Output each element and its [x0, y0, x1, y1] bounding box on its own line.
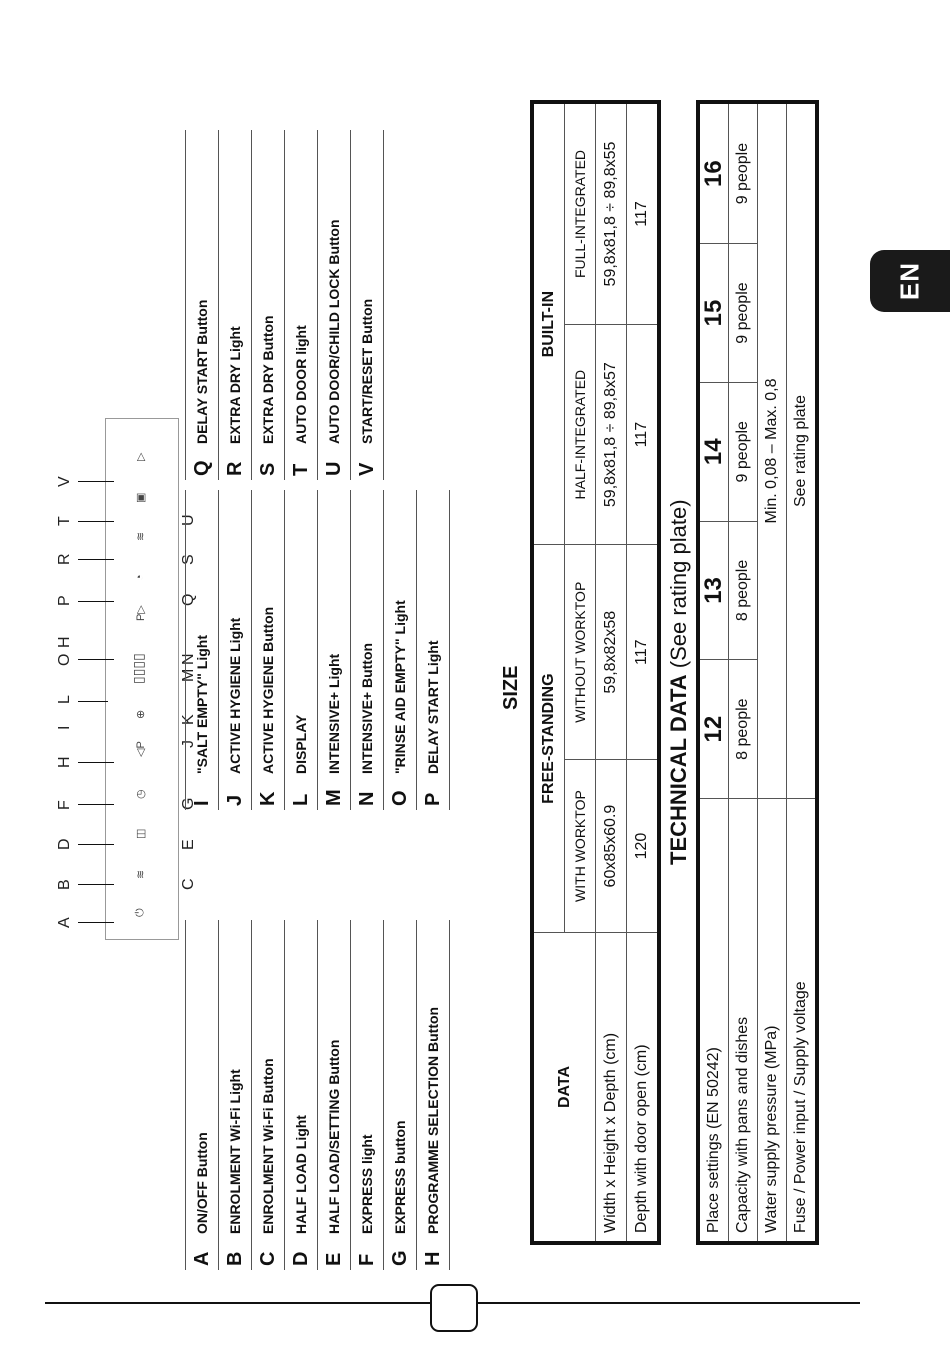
door-lock-icon: ▣: [135, 492, 147, 503]
table-row: Place settings (EN 50242) 12 13 14 15 16: [698, 102, 729, 1243]
legend-item: A ON/OFF Button: [185, 920, 218, 1270]
sub-full-integrated: FULL-INTEGRATED: [565, 102, 596, 324]
label-U: U: [180, 514, 197, 526]
start-icon: ▷: [135, 452, 147, 461]
label-J: J: [180, 740, 197, 748]
legend-item: U AUTO DOOR/CHILD LOCK Button: [317, 130, 350, 480]
legend-mid-column: [185, 490, 450, 810]
display-icon: ▯▯▯▯: [130, 653, 146, 684]
legend-item: N INTENSIVE+ Button: [350, 490, 383, 810]
extra-dry-icon: ≋: [135, 531, 147, 541]
lead-V: [78, 481, 114, 482]
express-icon: ◷: [135, 789, 147, 799]
table-row: Width x Height x Depth (cm) 60x85x60.9 59,8x82x58 59,8x81,8 ÷ 89,8x57 59,8x81,8 ÷ 89,8x55: [596, 102, 627, 1243]
footer-rule-left: [45, 1302, 430, 1304]
lead-H: [78, 762, 114, 763]
lead-O: [78, 659, 114, 660]
lead-A: [78, 922, 114, 923]
label-M: M: [180, 668, 197, 682]
built-in-header: BUILT-IN: [532, 102, 565, 545]
label-G: G: [180, 797, 197, 810]
control-panel: [105, 418, 179, 940]
label-F: F: [56, 800, 73, 810]
half-load-icon: ◫: [135, 828, 147, 839]
lead-B: [78, 884, 114, 885]
hygiene-icon: ⊕: [135, 709, 147, 719]
sub-half-integrated: HALF-INTEGRATED: [565, 324, 596, 544]
legend-item: M INTENSIVE+ Light: [317, 490, 350, 810]
lead-L: [78, 701, 108, 702]
label-R: R: [56, 553, 73, 565]
label-I: I: [56, 725, 73, 730]
table-row: Depth with door open (cm) 120 117 117 117: [627, 102, 660, 1243]
label-E: E: [180, 839, 197, 850]
delay-icon: P▷: [135, 605, 147, 621]
legend-item: I "SALT EMPTY" Light: [185, 490, 218, 810]
label-P: P: [56, 595, 73, 606]
data-header: DATA: [532, 933, 596, 1244]
label-O: O: [56, 653, 73, 666]
page-number-box: [430, 1284, 478, 1332]
lead-F: [78, 804, 114, 805]
size-title: SIZE: [500, 665, 522, 710]
label-D: D: [56, 838, 73, 850]
legend-item: P DELAY START Light: [416, 490, 450, 810]
label-V: V: [56, 476, 73, 487]
lead-R: [78, 559, 114, 560]
legend-item: F EXPRESS light: [350, 920, 383, 1270]
language-tab: EN: [870, 250, 950, 312]
table-row: Water supply pressure (MPa) Min. 0,08 – Max. 0,8: [758, 102, 787, 1243]
rotated-content: [30, 20, 809, 1270]
legend-item: J ACTIVE HYGIENE Light: [218, 490, 251, 810]
label-A: A: [56, 917, 73, 928]
label-H2: H: [56, 636, 73, 648]
power-icon: ⏻: [134, 908, 146, 917]
legend-item: B ENROLMENT Wi-Fi Light: [218, 920, 251, 1270]
free-standing-header: FREE-STANDING: [532, 545, 565, 933]
footer-rule-right: [474, 1302, 860, 1304]
lead-D: [78, 844, 114, 845]
legend-item: G EXPRESS button: [383, 920, 416, 1270]
legend-item: E HALF LOAD/SETTING Button: [317, 920, 350, 1270]
legend-item: L DISPLAY: [284, 490, 317, 810]
sub-with-worktop: WITH WORKTOP: [565, 760, 596, 933]
legend-left-column: [185, 920, 450, 1270]
label-Q: Q: [180, 593, 197, 606]
label-N: N: [180, 653, 197, 665]
sub-without-worktop: WITHOUT WORKTOP: [565, 545, 596, 760]
lead-P: [78, 601, 114, 602]
legend-item: R EXTRA DRY Light: [218, 130, 251, 480]
legend-item: T AUTO DOOR light: [284, 130, 317, 480]
clock-icon: ◔: [134, 574, 146, 581]
label-L: L: [56, 695, 73, 704]
label-T: T: [56, 516, 73, 526]
technical-title: TECHNICAL DATA (See rating plate): [666, 499, 691, 865]
wifi-icon: ≋: [135, 869, 147, 879]
legend-item: Q DELAY START Button: [185, 130, 218, 480]
legend-item: S EXTRA DRY Button: [251, 130, 284, 480]
technical-table: [696, 100, 819, 1245]
label-B: B: [56, 879, 73, 890]
label-S: S: [180, 554, 197, 565]
label-C: C: [180, 878, 197, 890]
table-row: Capacity with pans and dishes 8 people 8 people 9 people 9 people 9 people: [729, 102, 758, 1243]
program-icon: ◁P: [135, 741, 147, 757]
legend-item: K ACTIVE HYGIENE Button: [251, 490, 284, 810]
legend-item: C ENROLMENT Wi-Fi Button: [251, 920, 284, 1270]
legend-right-column: [185, 130, 384, 480]
lead-T: [78, 521, 114, 522]
size-table: [530, 100, 661, 1245]
legend-item: O "RINSE AID EMPTY" Light: [383, 490, 416, 810]
label-H: H: [56, 756, 73, 768]
legend-item: D HALF LOAD Light: [284, 920, 317, 1270]
table-row: Fuse / Power input / Supply voltage See rating plate: [787, 102, 818, 1243]
legend-item: V START/RESET Button: [350, 130, 384, 480]
legend-item: H PROGRAMME SELECTION Button: [416, 920, 450, 1270]
label-K: K: [180, 714, 197, 725]
